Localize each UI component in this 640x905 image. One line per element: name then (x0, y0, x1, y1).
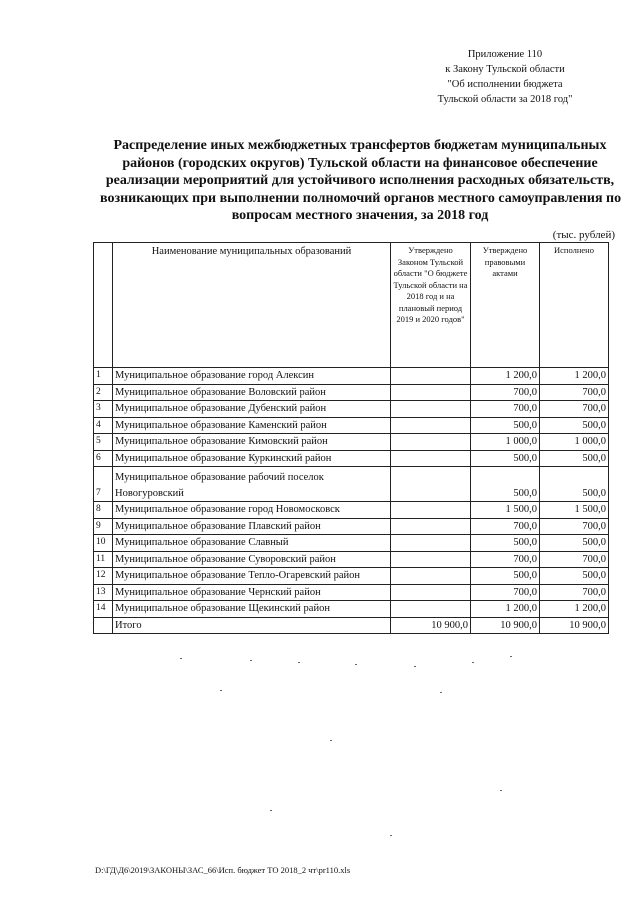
table-row (94, 384, 609, 401)
row-number: 6 (94, 450, 113, 467)
row-number: 1 (94, 368, 113, 385)
units-label: (тыс. рублей) (552, 229, 615, 241)
table-row (94, 535, 609, 552)
total-row (94, 617, 609, 634)
row-approved-acts: 500,0 (471, 417, 540, 434)
row-approved-law (391, 401, 471, 418)
appendix-reference (400, 47, 610, 107)
row-executed: 500,0 (540, 568, 609, 585)
title-line: возникающих при выполнении полномочий органов местного самоуправления по (100, 190, 622, 206)
row-name: Муниципальное образование Плавский район (113, 518, 391, 535)
row-number: 9 (94, 518, 113, 535)
document-title (100, 137, 620, 225)
row-name: Муниципальное образование город Алексин (113, 368, 391, 385)
row-approved-acts: 500,0 (471, 467, 540, 502)
row-number: 7 (94, 467, 113, 502)
row-executed: 700,0 (540, 518, 609, 535)
table-row (94, 450, 609, 467)
scan-speck (500, 790, 502, 791)
table-header-row (94, 243, 609, 368)
scan-speck (440, 692, 442, 693)
row-name: Муниципальное образование город Новомосковск (113, 502, 391, 519)
row-name: Муниципальное образование Тепло-Огаревский район (113, 568, 391, 585)
title-line: реализации мероприятий для устойчивого исполнения расходных обязательств, (105, 173, 615, 188)
row-number: 13 (94, 584, 113, 601)
row-number: 3 (94, 401, 113, 418)
row-approved-acts: 1 500,0 (471, 502, 540, 519)
row-approved-acts: 700,0 (471, 551, 540, 568)
row-executed: 1 200,0 (540, 368, 609, 385)
total-approved-law: 10 900,0 (391, 617, 471, 634)
total-label: Итого (113, 617, 391, 634)
header-approved-law: Утверждено Законом Тульской области "О бюджете Тульской области на 2018 год и на плановый период 2019 и 2020 годов" (391, 243, 471, 368)
total-approved-acts: 10 900,0 (471, 617, 540, 634)
scan-speck (414, 666, 416, 667)
scan-speck (250, 660, 252, 661)
row-executed: 500,0 (540, 535, 609, 552)
scan-speck (472, 662, 474, 663)
row-name: Муниципальное образование Дубенский район (113, 401, 391, 418)
row-number: 8 (94, 502, 113, 519)
scan-speck (390, 835, 392, 836)
transfers-table (93, 242, 609, 634)
row-name: Муниципальное образование Суворовский район (113, 551, 391, 568)
table-row (94, 601, 609, 618)
row-approved-acts: 700,0 (471, 584, 540, 601)
scan-speck (510, 656, 512, 657)
row-approved-acts: 1 200,0 (471, 601, 540, 618)
row-name: Муниципальное образование Кимовский район (113, 434, 391, 451)
scan-speck (298, 662, 300, 663)
row-executed: 700,0 (540, 584, 609, 601)
row-approved-acts: 500,0 (471, 535, 540, 552)
table-row (94, 584, 609, 601)
row-approved-acts: 1 000,0 (471, 434, 540, 451)
row-approved-acts: 700,0 (471, 518, 540, 535)
row-approved-law (391, 601, 471, 618)
table-row (94, 368, 609, 385)
title-line: районов (городских округов) Тульской области на финансовое обеспечение (122, 155, 598, 171)
row-executed: 500,0 (540, 450, 609, 467)
table-row (94, 417, 609, 434)
row-approved-law (391, 467, 471, 502)
row-approved-law (391, 535, 471, 552)
row-approved-acts: 700,0 (471, 401, 540, 418)
row-approved-law (391, 417, 471, 434)
row-name: Муниципальное образование Воловский район (113, 384, 391, 401)
row-approved-law (391, 584, 471, 601)
row-approved-law (391, 551, 471, 568)
total-number (94, 617, 113, 634)
row-number: 12 (94, 568, 113, 585)
appendix-line: к Закону Тульской области (445, 64, 565, 75)
row-executed: 700,0 (540, 551, 609, 568)
table-row (94, 568, 609, 585)
table-row (94, 401, 609, 418)
row-name: Муниципальное образование Щекинский район (113, 601, 391, 618)
header-number (94, 243, 113, 368)
appendix-line: Тульской области за 2018 год" (437, 94, 573, 105)
table-row (94, 434, 609, 451)
scan-speck (180, 658, 182, 659)
table-row (94, 518, 609, 535)
row-approved-law (391, 384, 471, 401)
appendix-line: "Об исполнении бюджета (447, 79, 563, 90)
row-number: 5 (94, 434, 113, 451)
row-name: Муниципальное образование Чернский район (113, 584, 391, 601)
row-name: Муниципальное образование Славный (113, 535, 391, 552)
row-number: 4 (94, 417, 113, 434)
scan-speck (270, 810, 272, 811)
row-approved-law (391, 368, 471, 385)
row-number: 2 (94, 384, 113, 401)
table-row (94, 467, 609, 502)
row-number: 14 (94, 601, 113, 618)
file-path: D:\ГД\Д6\2019\ЗАКОНЫ\ЗАС_66\Исп. бюджет ТО 2018_2 чт\pr110.xls (95, 865, 351, 875)
table-row (94, 502, 609, 519)
total-executed: 10 900,0 (540, 617, 609, 634)
row-executed: 500,0 (540, 417, 609, 434)
header-name: Наименование муниципальных образований (113, 243, 391, 368)
scan-specks (180, 650, 560, 850)
row-executed: 1 000,0 (540, 434, 609, 451)
row-executed: 700,0 (540, 384, 609, 401)
row-approved-law (391, 434, 471, 451)
row-approved-acts: 700,0 (471, 384, 540, 401)
row-number: 10 (94, 535, 113, 552)
row-approved-law (391, 502, 471, 519)
row-executed: 700,0 (540, 401, 609, 418)
row-approved-acts: 500,0 (471, 568, 540, 585)
title-line: Распределение иных межбюджетных трансфертов бюджетам муниципальных (113, 138, 607, 153)
header-executed: Исполнено (540, 243, 609, 368)
row-approved-acts: 500,0 (471, 450, 540, 467)
row-approved-law (391, 518, 471, 535)
appendix-line: Приложение 110 (467, 49, 543, 60)
row-executed: 1 500,0 (540, 502, 609, 519)
row-approved-law (391, 568, 471, 585)
row-name: Муниципальное образование рабочий поселок Новогуровский (113, 467, 391, 502)
row-executed: 500,0 (540, 467, 609, 502)
table-row (94, 551, 609, 568)
row-name: Муниципальное образование Куркинский район (113, 450, 391, 467)
scan-speck (330, 740, 332, 741)
row-number: 11 (94, 551, 113, 568)
row-name: Муниципальное образование Каменский район (113, 417, 391, 434)
row-executed: 1 200,0 (540, 601, 609, 618)
header-approved-acts: Утверждено правовыми актами (471, 243, 540, 368)
row-approved-law (391, 450, 471, 467)
title-line: вопросам местного значения, за 2018 год (231, 208, 489, 223)
scan-speck (355, 664, 357, 665)
scan-speck (220, 690, 222, 691)
row-approved-acts: 1 200,0 (471, 368, 540, 385)
